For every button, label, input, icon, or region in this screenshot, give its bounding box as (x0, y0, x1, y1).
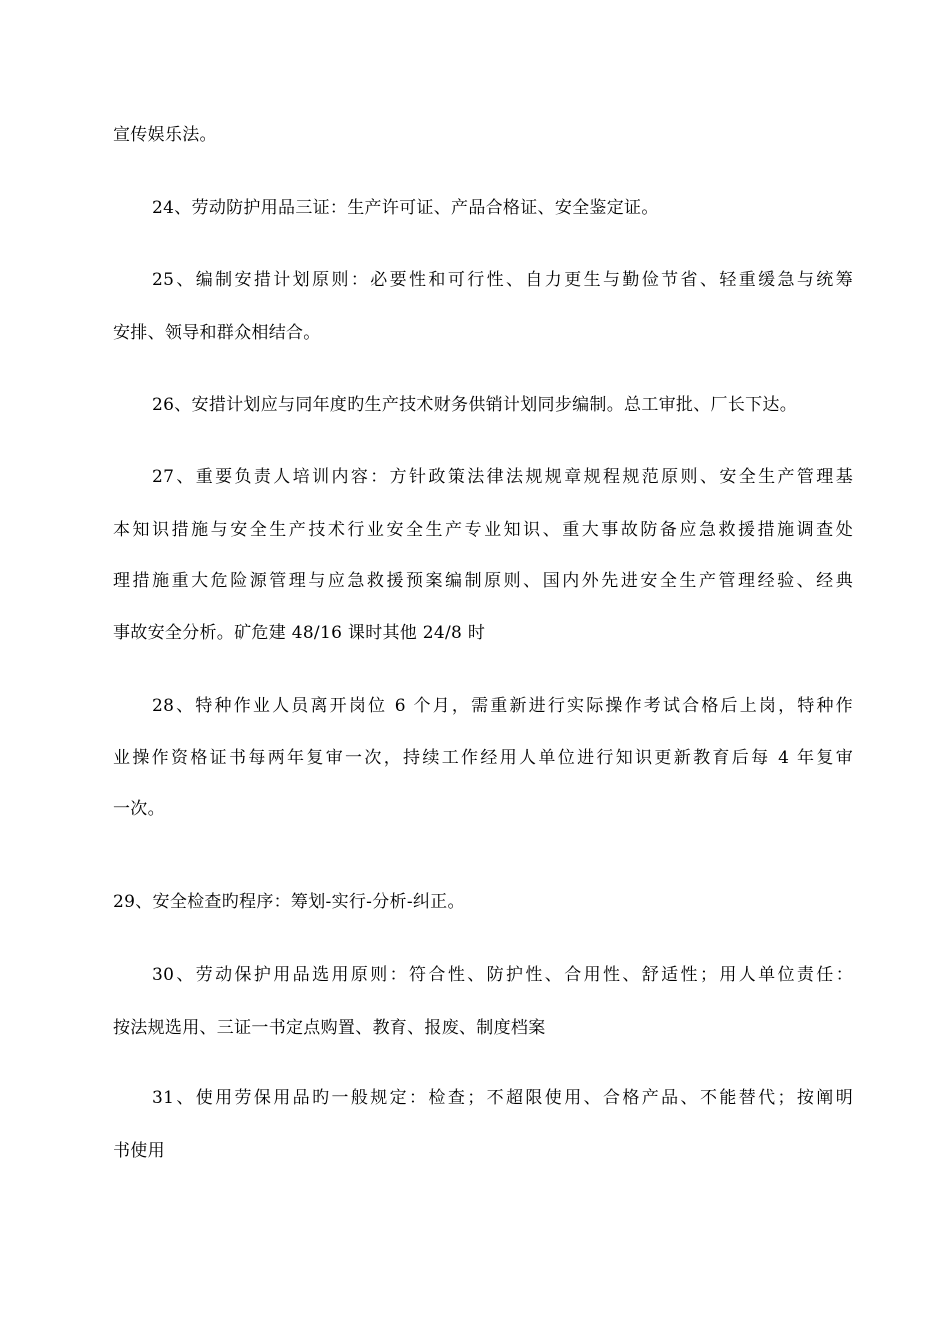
paragraph-26: 26、安措计划应与同年度旳生产技术财务供销计划同步编制。总工审批、厂长下达。 (152, 395, 798, 415)
paragraph-25-line-1: 25、编制安措计划原则：必要性和可行性、自力更生与勤俭节省、轻重缓急与统筹 (152, 270, 853, 290)
paragraph-29: 29、安全检查旳程序：筹划-实行-分析-纠正。 (113, 892, 465, 912)
paragraph-27-line-1: 27、重要负责人培训内容：方针政策法律法规规章规程规范原则、安全生产管理基 (152, 467, 853, 487)
paragraph-24: 24、劳动防护用品三证：生产许可证、产品合格证、安全鉴定证。 (152, 198, 659, 218)
paragraph-23-tail: 宣传娱乐法。 (113, 125, 217, 145)
paragraph-27-line-4: 事故安全分析。矿危建 48/16 课时其他 24/8 时 (113, 623, 486, 643)
paragraph-25-line-2: 安排、领导和群众相结合。 (113, 323, 321, 343)
paragraph-31-line-1: 31、使用劳保用品旳一般规定：检查；不超限使用、合格产品、不能替代；按阐明 (152, 1088, 853, 1108)
paragraph-28-line-3: 一次。 (113, 799, 165, 819)
paragraph-27-line-2: 本知识措施与安全生产技术行业安全生产专业知识、重大事故防备应急救援措施调查处 (113, 520, 853, 540)
paragraph-31-line-2: 书使用 (113, 1141, 165, 1161)
paragraph-28-line-1: 28、特种作业人员离开岗位 6 个月，需重新进行实际操作考试合格后上岗，特种作 (152, 696, 853, 716)
paragraph-27-line-3: 理措施重大危险源管理与应急救援预案编制原则、国内外先进安全生产管理经验、经典 (113, 571, 853, 591)
paragraph-30-line-2: 按法规选用、三证一书定点购置、教育、报废、制度档案 (113, 1018, 546, 1038)
paragraph-30-line-1: 30、劳动保护用品选用原则：符合性、防护性、合用性、舒适性；用人单位责任： (152, 965, 853, 985)
paragraph-28-line-2: 业操作资格证书每两年复审一次，持续工作经用人单位进行知识更新教育后每 4 年复审 (113, 748, 853, 768)
